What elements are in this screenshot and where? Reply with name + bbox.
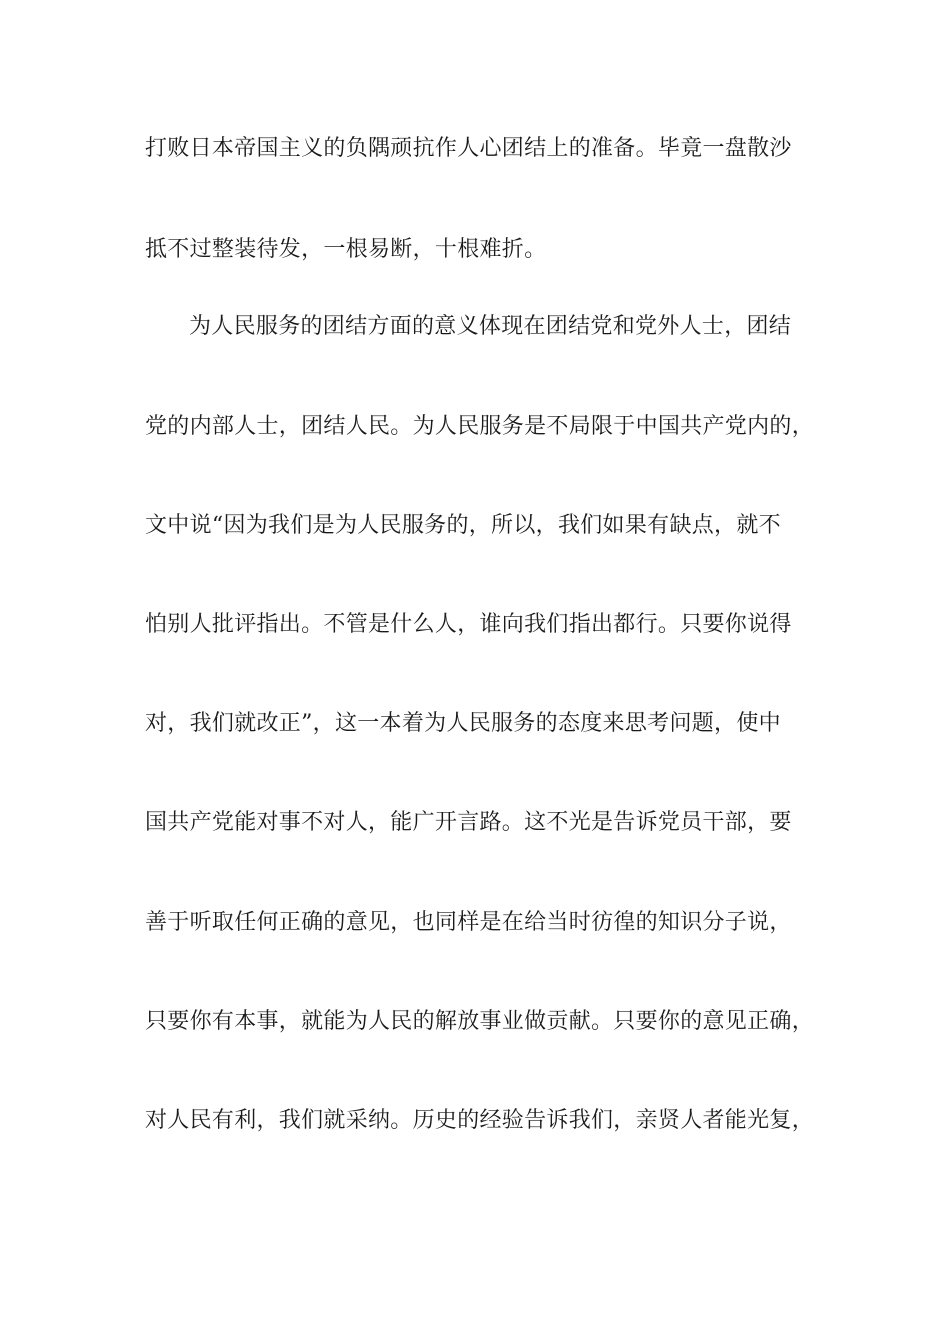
paragraph-start-line: 为人民服务的团结方面的意义体现在团结党和党外人士，团结 — [189, 314, 792, 339]
text-line-7: 对，我们就改正”，这一本着为人民服务的态度来思考问题，使中 — [145, 711, 781, 736]
text-line-5: 文中说“因为我们是为人民服务的，所以，我们如果有缺点，就不 — [145, 513, 781, 538]
text-line-6: 怕别人批评指出。不管是什么人，谁向我们指出都行。只要你说得 — [145, 612, 792, 637]
text-line-2: 抵不过整装待发，一根易断，十根难折。 — [145, 237, 547, 262]
text-line-10: 只要你有本事，就能为人民的解放事业做贡献。只要你的意见正确， — [145, 1009, 815, 1034]
text-line-1: 打败日本帝国主义的负隅顽抗作人心团结上的准备。毕竟一盘散沙 — [145, 136, 792, 161]
text-line-11: 对人民有利，我们就采纳。历史的经验告诉我们，亲贤人者能光复， — [145, 1108, 815, 1133]
text-line-9: 善于听取任何正确的意见，也同样是在给当时彷徨的知识分子说， — [145, 910, 792, 935]
text-line-4: 党的内部人士，团结人民。为人民服务是不局限于中国共产党内的， — [145, 414, 815, 439]
text-line-8: 国共产党能对事不对人，能广开言路。这不光是告诉党员干部，要 — [145, 810, 792, 835]
